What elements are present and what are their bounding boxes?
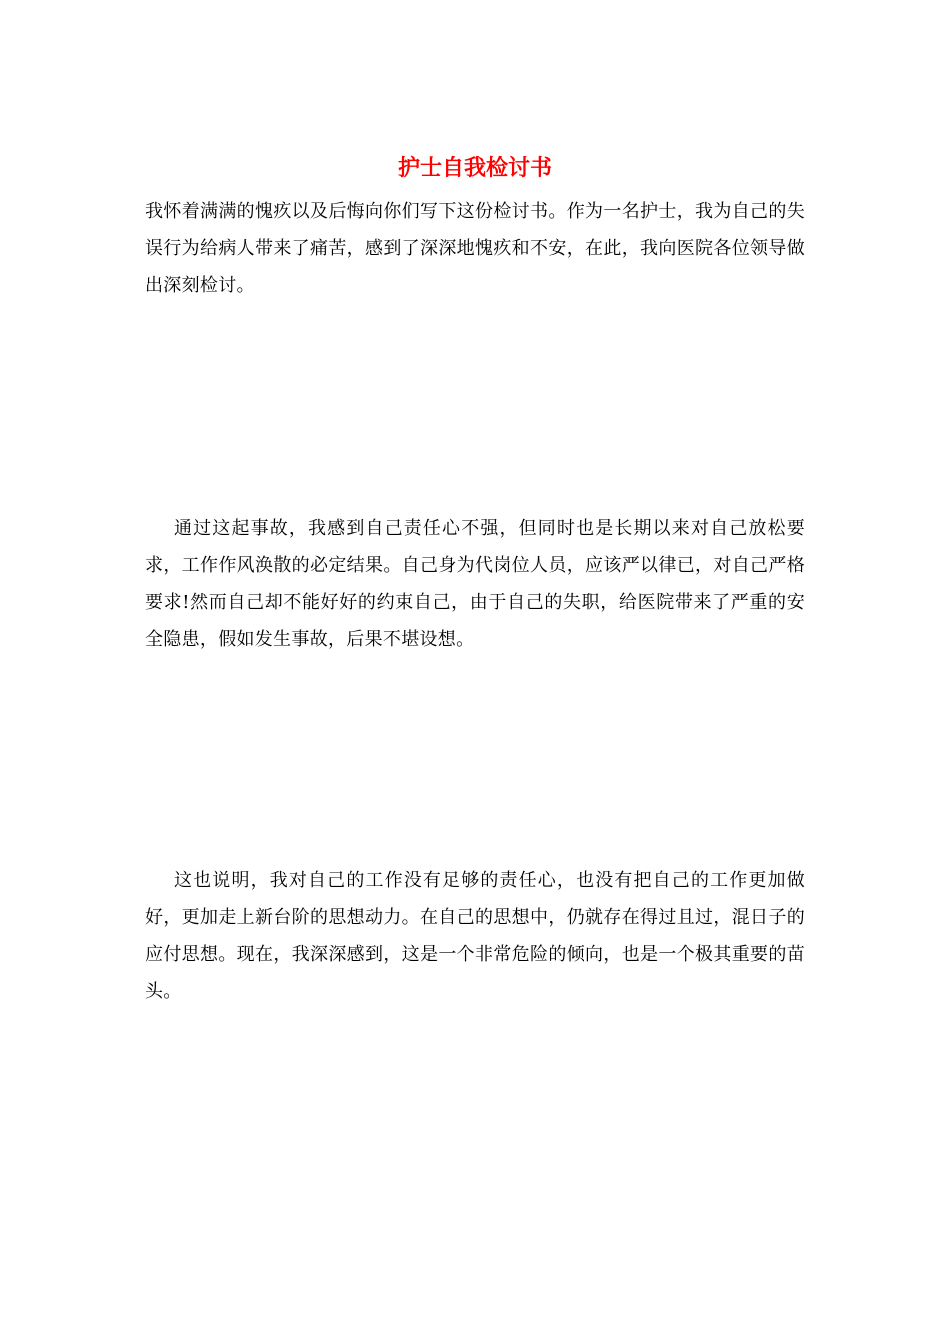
paragraph-2: 通过这起事故，我感到自己责任心不强，但同时也是长期以来对自己放松要求，工作作风涣散的必定结果。自己身为代岗位人员，应该严以律已，对自己严格要求!然而自己却不能好好的约束自己，由于自己的失职，给医院带来了严重的安全隐患，假如发生事故，后果不堪设想。 bbox=[145, 518, 805, 650]
document-title: 护士自我检讨书 bbox=[397, 155, 552, 181]
paragraph-3: 这也说明，我对自己的工作没有足够的责任心，也没有把自己的工作更加做好，更加走上新台阶的思想动力。在自己的思想中，仍就存在得过且过，混日子的应付思想。现在，我深深感到，这是一个非常危险的倾向，也是一个极其重要的苗头。 bbox=[145, 870, 805, 1002]
paragraph-1: 我怀着满满的愧疚以及后悔向你们写下这份检讨书。作为一名护士，我为自己的失误行为给病人带来了痛苦，感到了深深地愧疚和不安，在此，我向医院各位领导做出深刻检讨。 bbox=[145, 201, 805, 296]
